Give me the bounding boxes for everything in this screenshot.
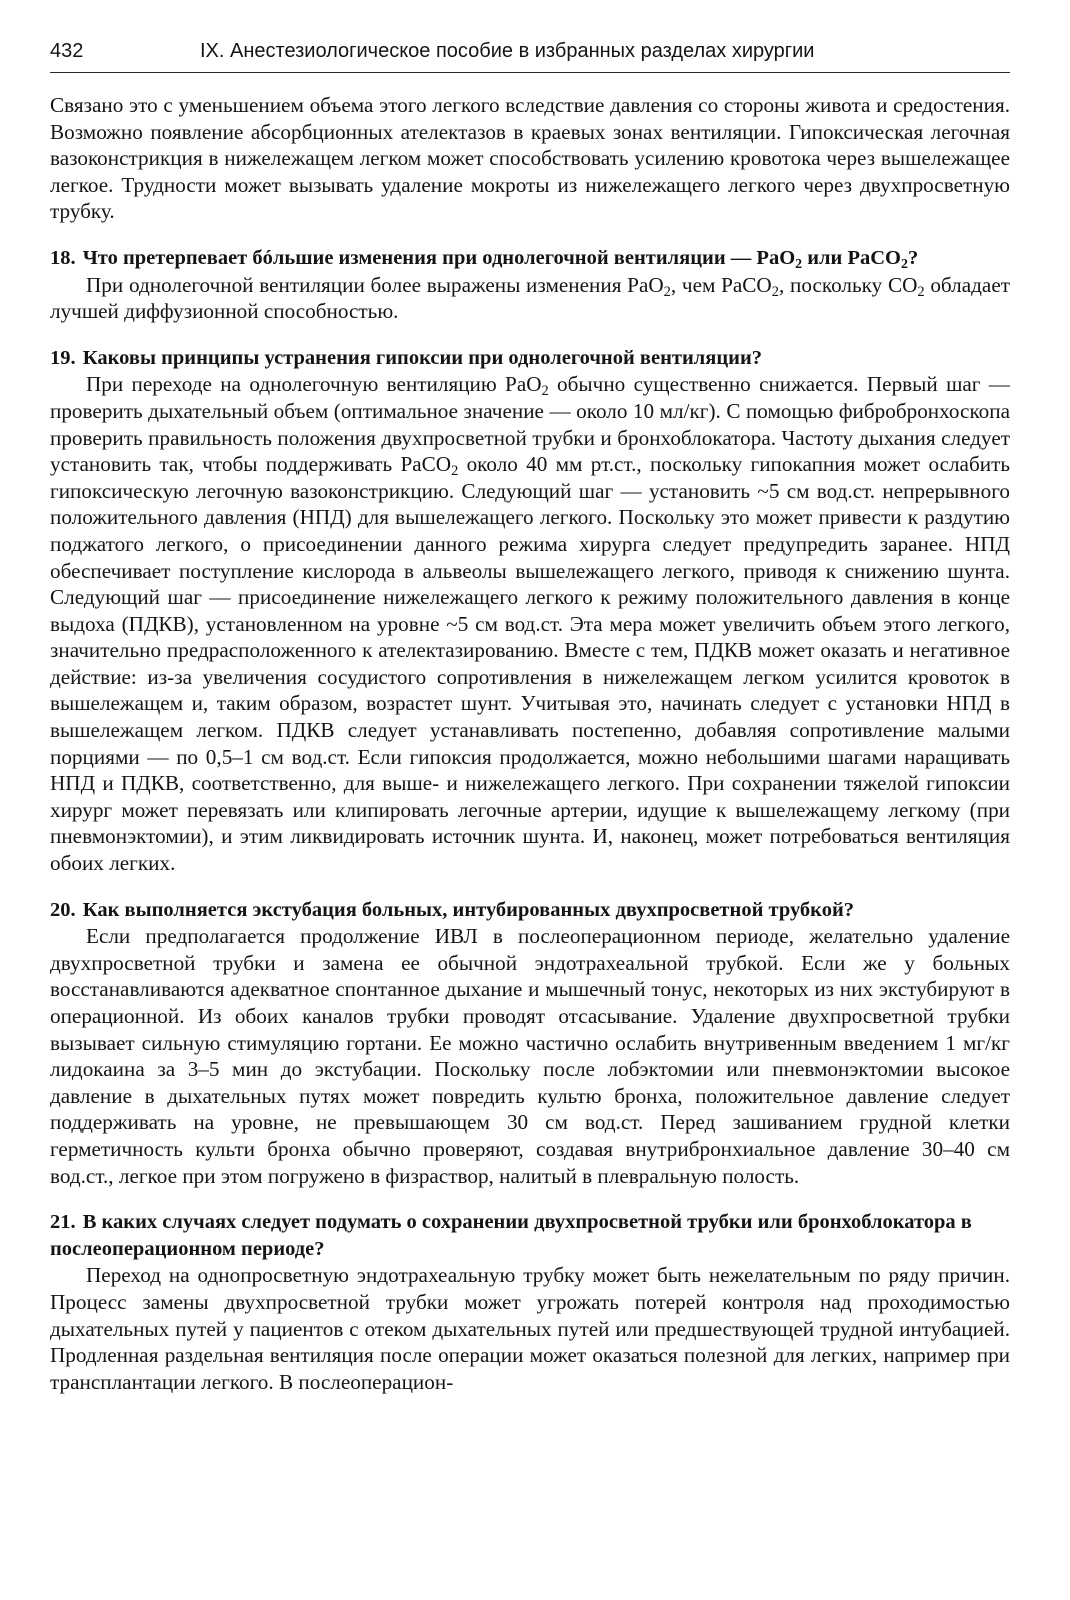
answer-20: Если предполагается продолжение ИВЛ в послеоперационном периоде, желательно удаление двухпросветной трубки и замена ее обычной эндотрахеальной трубкой. Если же у больных восстанавливаются адекватное спонтанное дыхание и мышечный тонус, некоторых из них экстубируют в операционной. Из обоих каналов трубки проводят отсасывание. Удаление двухпросветной трубки вызывает сильную стимуляцию гортани. Ее можно частично ослабить внутривенным введением 1 мг/кг лидокаина за 3–5 мин до экстубации. Поскольку после лобэктомии или пневмонэктомии высокое давление в дыхательных путях может повредить культю бронха, положительное давление следует поддерживать на уровне, не превышающем 30 см вод.ст. Перед зашиванием грудной клетки герметичность культи бронха обычно проверяют, создавая внутрибронхиальное давление 30–40 см вод.ст., легкое при этом погружено в физраствор, налитый в плевральную полость. [50, 924, 1010, 1188]
question-number: 18. [50, 246, 76, 269]
question-number: 21. [50, 1211, 76, 1234]
question-19: 19. Каковы принципы устранения гипоксии при однолегочной вентиляции? [50, 346, 763, 369]
question-21: 21. В каких случаях следует подумать о сохранении двухпросветной трубки или бронхоблокатора в послеоперационном периоде? [50, 1211, 972, 1260]
question-number: 19. [50, 346, 76, 369]
answer-21: Переход на однопросветную эндотрахеальную трубку может быть нежелательным по ряду причин. Процесс замены двухпросветной трубки может угрожать потерей контроля над проходимостью дыхательных путей у пациентов с отеком дыхательных путей или предшествующей трудной интубацией. Продленная раздельная вентиляция после операции может оказаться полезной для легких, например при трансплантации легкого. В послеоперацион- [50, 1263, 1010, 1394]
answer-19: При переходе на однолегочную вентиляцию PaO$_2$ обычно существенно снижается. Первый шаг — проверить дыхательный объем (оптимальное значение — около 10 мл/кг). С помощью фибробронхоскопа проверить правильность положения двухпросветной трубки и бронхоблокатора. Частоту дыхания следует установить так, чтобы поддерживать PaCO$_2$ около 40 мм рт.ст., поскольку гипокапния может ослабить гипоксическую легочную вазоконстрикцию. Следующий шаг — установить ~5 см вод.ст. непрерывного положительного давления (НПД) для вышележащего легкого. Поскольку это может привести к раздутию поджатого легкого, о присоединении данного режима хирурга следует предупредить заранее. НПД обеспечивает поступление кислорода в альвеолы вышележащего легкого, приводя к снижению шунта. Следующий шаг — присоединение нижележащего легкого к режиму положительного давления в конце выдоха (ПДКВ), установленном на уровне ~5 см вод.ст. Эта мера может увеличить объем этого легкого, значительно предрасположенного к ателектазированию. Вместе с тем, ПДКВ может оказать и негативное действие: из-за увеличения сосудистого сопротивления в нижележащем легком усилится кровоток в вышележащем и, таким образом, возрастет шунт. Учитывая это, начинать следует с установки НПД в вышележащем легком. ПДКВ следует устанавливать постепенно, добавляя сопротивление малыми порциями — по 0,5–1 см вод.ст. Если гипоксия продолжается, можно небольшими шагами наращивать НПД и ПДКВ, соответственно, для выше- и нижележащего легкого. При сохранении тяжелой гипоксии хирург может перевязать или клипировать легочные артерии, идущие к вышележащему легкому (при пневмонэктомии), и этим ликвидировать источник шунта. И, наконец, может потребоваться вентиляция обоих легких. [50, 372, 1010, 876]
answer-18: При однолегочной вентиляции более выражены изменения PaO$_2$, чем PaCO$_2$, поскольку $CO_2$ обладает лучшей диффузионной способностью. [50, 272, 1011, 324]
running-title: IX. Анестезиологическое пособие в избранных разделах хирургии [200, 40, 815, 62]
page-number: 432 [50, 40, 84, 62]
question-number: 20. [50, 898, 76, 921]
question-18: 18. Что претерпевает бóльшие изменения при однолегочной вентиляции — PaO$_2$ или PaCO$_2$? [50, 246, 919, 272]
page-header [50, 38, 1010, 73]
intro-paragraph: Связано это с уменьшением объема этого легкого вследствие давления со стороны живота и средостения. Возможно появление абсорбционных ателектазов в краевых зонах вентиляции. Гипоксическая легочная вазоконстрикция в нижележащем легком может способствовать усилению кровотока через вышележащее легкое. Трудности может вызывать удаление мокроты из нижележащего легкого через двухпросветную трубку. [50, 93, 1010, 224]
question-20: 20. Как выполняется экстубация больных, интубированных двухпросветной трубкой? [50, 898, 855, 921]
page-body [50, 92, 1010, 1395]
